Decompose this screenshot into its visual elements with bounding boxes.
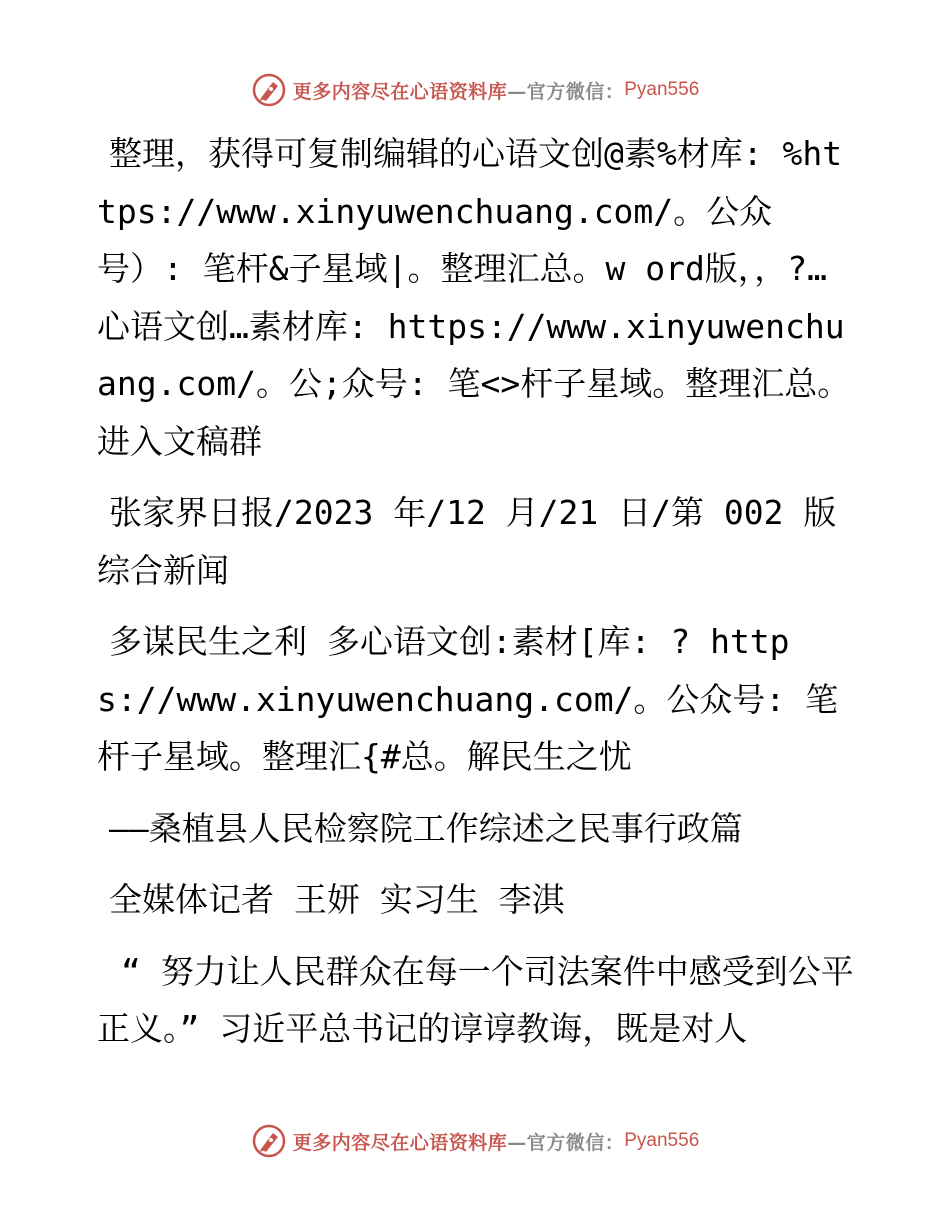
watermark-footer [0,1121,950,1161]
watermark-separator-text: —官方微信： [507,1131,625,1154]
pen-nib-logo-icon [251,1123,287,1159]
paragraph-source: 张家界日报/2023 年/12 月/21 日/第 002 版综合新闻 [97,493,837,590]
watermark-id-text: Pyan556 [624,1130,700,1151]
paragraph-byline: 全媒体记者 王妍 实习生 李淇 [109,880,565,919]
paragraph-intro: 整理，获得可复制编辑的心语文创@素%材库: %https://www.xinyuwenchuang.com/。公众号）: 笔杆&子星域|。整理汇总。w ord版，，?…心语文创…素材库: https://www.xinyuwenchuang.com/。公;众号: 笔<>杆子星域。整理汇总。进入文稿群 [97,134,851,461]
paragraph-headline: 多谋民生之利 多心语文创:素材[库: ? https://www.xinyuwenchuang.com/。公众号: 笔杆子星域。整理汇{#总。解民生之忧 [97,622,839,776]
watermark-main-text: 更多内容尽在心语资料库 [292,80,508,103]
watermark-main-text: 更多内容尽在心语资料库 [292,1131,508,1154]
watermark-id-text: Pyan556 [624,79,700,100]
paragraph-subtitle: ——桑植县人民检察院工作综述之民事行政篇 [109,808,743,848]
watermark-header [0,70,950,110]
pen-nib-logo-icon [251,72,287,108]
watermark-separator-text: —官方微信： [507,80,625,103]
paragraph-body: “ 努力让人民群众在每一个司法案件中感受到公平正义。” 习近平总书记的谆谆教诲，既是对人 [97,951,854,1048]
document-body [97,125,857,1072]
